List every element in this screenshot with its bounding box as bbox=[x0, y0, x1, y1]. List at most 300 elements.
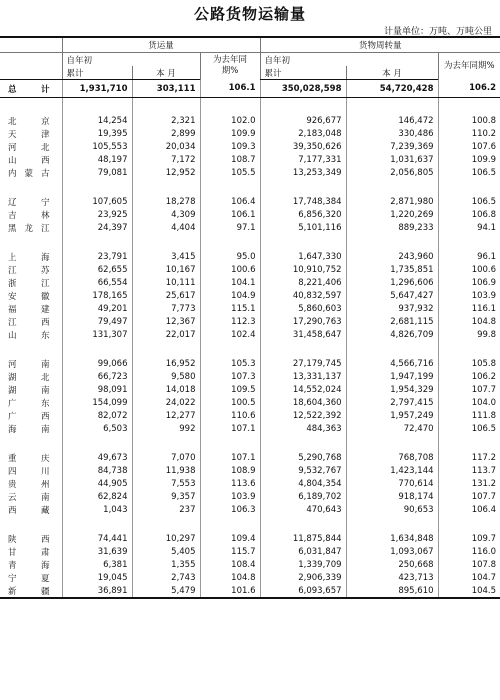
region-name: 海南 bbox=[8, 424, 50, 435]
table-row bbox=[0, 114, 500, 127]
total-turnover-cumulative: 350,028,598 bbox=[260, 80, 346, 98]
turnover-month: 423,713 bbox=[346, 571, 438, 584]
total-volume-month: 303,111 bbox=[132, 80, 200, 98]
region-name: 广西 bbox=[8, 411, 50, 422]
turnover-month: 250,668 bbox=[346, 558, 438, 571]
turnover-month: 1,634,848 bbox=[346, 532, 438, 545]
table-row bbox=[0, 532, 500, 545]
turnover-cumulative: 8,221,406 bbox=[260, 276, 346, 289]
volume-month: 24,022 bbox=[132, 396, 200, 409]
table-row bbox=[0, 302, 500, 315]
region-name: 安徽 bbox=[8, 291, 50, 302]
turnover-month: 937,932 bbox=[346, 302, 438, 315]
volume-cumulative: 84,738 bbox=[62, 464, 132, 477]
turnover-cumulative: 13,253,349 bbox=[260, 166, 346, 179]
header-turnover-cumulative: 累计 bbox=[260, 66, 346, 80]
turnover-yoy: 103.9 bbox=[438, 289, 500, 302]
spacer-cell bbox=[0, 179, 62, 195]
spacer-cell bbox=[200, 435, 260, 451]
total-turnover-yoy: 106.2 bbox=[438, 80, 500, 98]
table-row bbox=[0, 545, 500, 558]
turnover-month: 2,681,115 bbox=[346, 315, 438, 328]
group-spacer bbox=[0, 435, 500, 451]
region-name: 甘肃 bbox=[8, 547, 50, 558]
turnover-month: 1,954,329 bbox=[346, 383, 438, 396]
volume-month: 20,034 bbox=[132, 140, 200, 153]
total-turnover-month: 54,720,428 bbox=[346, 80, 438, 98]
volume-month: 992 bbox=[132, 422, 200, 435]
volume-yoy: 105.3 bbox=[200, 357, 260, 370]
volume-yoy: 110.6 bbox=[200, 409, 260, 422]
volume-month: 7,070 bbox=[132, 451, 200, 464]
volume-cumulative: 24,397 bbox=[62, 221, 132, 234]
spacer-cell bbox=[62, 179, 132, 195]
turnover-yoy: 100.6 bbox=[438, 263, 500, 276]
spacer-cell bbox=[0, 341, 62, 357]
turnover-yoy: 94.1 bbox=[438, 221, 500, 234]
volume-cumulative: 105,553 bbox=[62, 140, 132, 153]
group-spacer bbox=[0, 234, 500, 250]
region-name: 江西 bbox=[8, 317, 50, 328]
spacer-cell bbox=[0, 98, 62, 115]
header-region-blank-3 bbox=[0, 66, 62, 80]
table-row bbox=[0, 451, 500, 464]
turnover-month: 918,174 bbox=[346, 490, 438, 503]
turnover-cumulative: 39,350,626 bbox=[260, 140, 346, 153]
turnover-yoy: 106.4 bbox=[438, 503, 500, 516]
volume-month: 10,167 bbox=[132, 263, 200, 276]
turnover-cumulative: 31,458,647 bbox=[260, 328, 346, 341]
region-name: 辽宁 bbox=[8, 197, 50, 208]
turnover-yoy: 107.7 bbox=[438, 490, 500, 503]
spacer-cell bbox=[0, 435, 62, 451]
volume-yoy: 102.0 bbox=[200, 114, 260, 127]
spacer-cell bbox=[62, 516, 132, 532]
region-name: 浙江 bbox=[8, 278, 50, 289]
region-name: 重庆 bbox=[8, 453, 50, 464]
table-row bbox=[0, 208, 500, 221]
turnover-yoy: 110.2 bbox=[438, 127, 500, 140]
spacer-cell bbox=[438, 341, 500, 357]
volume-cumulative: 49,201 bbox=[62, 302, 132, 315]
volume-cumulative: 98,091 bbox=[62, 383, 132, 396]
turnover-cumulative: 4,804,354 bbox=[260, 477, 346, 490]
turnover-cumulative: 5,290,768 bbox=[260, 451, 346, 464]
turnover-cumulative: 6,031,847 bbox=[260, 545, 346, 558]
turnover-cumulative: 470,643 bbox=[260, 503, 346, 516]
volume-yoy: 108.7 bbox=[200, 153, 260, 166]
volume-cumulative: 44,905 bbox=[62, 477, 132, 490]
total-volume-cumulative: 1,931,710 bbox=[62, 80, 132, 98]
spacer-cell bbox=[260, 341, 346, 357]
region-name: 福建 bbox=[8, 304, 50, 315]
spacer-cell bbox=[132, 516, 200, 532]
turnover-cumulative: 6,189,702 bbox=[260, 490, 346, 503]
turnover-month: 1,947,199 bbox=[346, 370, 438, 383]
region-name: 河南 bbox=[8, 359, 50, 370]
volume-month: 4,404 bbox=[132, 221, 200, 234]
turnover-month: 2,871,980 bbox=[346, 195, 438, 208]
volume-yoy: 102.4 bbox=[200, 328, 260, 341]
volume-cumulative: 49,673 bbox=[62, 451, 132, 464]
table-row bbox=[0, 584, 500, 598]
turnover-cumulative: 11,875,844 bbox=[260, 532, 346, 545]
volume-yoy: 109.3 bbox=[200, 140, 260, 153]
turnover-yoy: 106.5 bbox=[438, 166, 500, 179]
turnover-yoy: 109.9 bbox=[438, 153, 500, 166]
region-name: 山东 bbox=[8, 330, 50, 341]
turnover-month: 1,957,249 bbox=[346, 409, 438, 422]
turnover-cumulative: 6,093,657 bbox=[260, 584, 346, 598]
region-name: 宁夏 bbox=[8, 573, 50, 584]
turnover-month: 1,031,637 bbox=[346, 153, 438, 166]
total-row bbox=[0, 80, 500, 98]
header-volume-since-year-start: 自年初 bbox=[62, 53, 200, 67]
table-row bbox=[0, 409, 500, 422]
volume-cumulative: 48,197 bbox=[62, 153, 132, 166]
table-row bbox=[0, 140, 500, 153]
spacer-cell bbox=[132, 234, 200, 250]
turnover-month: 2,056,805 bbox=[346, 166, 438, 179]
volume-yoy: 107.1 bbox=[200, 451, 260, 464]
turnover-yoy: 106.8 bbox=[438, 208, 500, 221]
turnover-yoy: 106.5 bbox=[438, 422, 500, 435]
spacer-cell bbox=[438, 516, 500, 532]
volume-month: 237 bbox=[132, 503, 200, 516]
volume-yoy: 100.5 bbox=[200, 396, 260, 409]
turnover-yoy: 109.7 bbox=[438, 532, 500, 545]
region-name: 广东 bbox=[8, 398, 50, 409]
freight-table bbox=[0, 36, 500, 599]
turnover-cumulative: 1,339,709 bbox=[260, 558, 346, 571]
volume-month: 1,355 bbox=[132, 558, 200, 571]
group-spacer bbox=[0, 341, 500, 357]
table-row bbox=[0, 127, 500, 140]
turnover-yoy: 104.7 bbox=[438, 571, 500, 584]
table-row bbox=[0, 315, 500, 328]
volume-month: 18,278 bbox=[132, 195, 200, 208]
volume-month: 2,321 bbox=[132, 114, 200, 127]
volume-month: 12,277 bbox=[132, 409, 200, 422]
turnover-month: 5,647,427 bbox=[346, 289, 438, 302]
volume-yoy: 106.3 bbox=[200, 503, 260, 516]
volume-cumulative: 23,925 bbox=[62, 208, 132, 221]
spacer-cell bbox=[346, 435, 438, 451]
volume-cumulative: 82,072 bbox=[62, 409, 132, 422]
table-row bbox=[0, 328, 500, 341]
spacer-cell bbox=[200, 98, 260, 115]
turnover-month: 770,614 bbox=[346, 477, 438, 490]
turnover-cumulative: 10,910,752 bbox=[260, 263, 346, 276]
region-name: 青海 bbox=[8, 560, 50, 571]
region-name: 湖南 bbox=[8, 385, 50, 396]
turnover-month: 7,239,369 bbox=[346, 140, 438, 153]
turnover-yoy: 107.8 bbox=[438, 558, 500, 571]
turnover-yoy: 100.8 bbox=[438, 114, 500, 127]
volume-month: 5,405 bbox=[132, 545, 200, 558]
volume-month: 3,415 bbox=[132, 250, 200, 263]
spacer-cell bbox=[200, 179, 260, 195]
volume-cumulative: 74,441 bbox=[62, 532, 132, 545]
volume-cumulative: 66,723 bbox=[62, 370, 132, 383]
spacer-cell bbox=[260, 516, 346, 532]
volume-cumulative: 178,165 bbox=[62, 289, 132, 302]
volume-yoy: 109.4 bbox=[200, 532, 260, 545]
volume-month: 22,017 bbox=[132, 328, 200, 341]
header-turnover-since-year-start: 自年初 bbox=[260, 53, 438, 67]
turnover-cumulative: 17,748,384 bbox=[260, 195, 346, 208]
region-name: 上海 bbox=[8, 252, 50, 263]
spacer-cell bbox=[346, 341, 438, 357]
turnover-yoy: 104.8 bbox=[438, 315, 500, 328]
header-region-blank bbox=[0, 37, 62, 53]
region-name: 湖北 bbox=[8, 372, 50, 383]
table-row bbox=[0, 153, 500, 166]
turnover-month: 2,797,415 bbox=[346, 396, 438, 409]
volume-month: 2,899 bbox=[132, 127, 200, 140]
spacer-cell bbox=[346, 179, 438, 195]
table-row bbox=[0, 263, 500, 276]
volume-yoy: 95.0 bbox=[200, 250, 260, 263]
turnover-month: 768,708 bbox=[346, 451, 438, 464]
volume-cumulative: 66,554 bbox=[62, 276, 132, 289]
turnover-yoy: 107.7 bbox=[438, 383, 500, 396]
spacer-cell bbox=[132, 98, 200, 115]
turnover-cumulative: 27,179,745 bbox=[260, 357, 346, 370]
turnover-yoy: 106.2 bbox=[438, 370, 500, 383]
volume-yoy: 115.1 bbox=[200, 302, 260, 315]
region-name: 新疆 bbox=[0, 584, 62, 598]
volume-yoy: 115.7 bbox=[200, 545, 260, 558]
volume-yoy: 104.1 bbox=[200, 276, 260, 289]
volume-month: 16,952 bbox=[132, 357, 200, 370]
header-volume-this-month: 本 月 bbox=[132, 66, 200, 80]
spacer-cell bbox=[346, 234, 438, 250]
header-volume-yoy bbox=[200, 53, 260, 80]
table-row bbox=[0, 422, 500, 435]
volume-month: 12,952 bbox=[132, 166, 200, 179]
volume-month: 9,357 bbox=[132, 490, 200, 503]
volume-yoy: 106.4 bbox=[200, 195, 260, 208]
table-row bbox=[0, 490, 500, 503]
volume-month: 11,938 bbox=[132, 464, 200, 477]
table-row bbox=[0, 477, 500, 490]
turnover-month: 1,423,144 bbox=[346, 464, 438, 477]
region-name: 天津 bbox=[8, 129, 50, 140]
spacer-cell bbox=[62, 234, 132, 250]
turnover-cumulative: 2,906,339 bbox=[260, 571, 346, 584]
volume-cumulative: 1,043 bbox=[62, 503, 132, 516]
turnover-yoy: 111.8 bbox=[438, 409, 500, 422]
table-row bbox=[0, 503, 500, 516]
turnover-yoy: 116.1 bbox=[438, 302, 500, 315]
table-row bbox=[0, 166, 500, 179]
turnover-yoy: 106.5 bbox=[438, 195, 500, 208]
table-row bbox=[0, 357, 500, 370]
spacer-cell bbox=[0, 234, 62, 250]
turnover-yoy: 104.0 bbox=[438, 396, 500, 409]
table-body bbox=[0, 80, 500, 599]
turnover-yoy: 104.5 bbox=[438, 584, 500, 598]
table-row bbox=[0, 370, 500, 383]
turnover-month: 1,296,606 bbox=[346, 276, 438, 289]
volume-month: 4,309 bbox=[132, 208, 200, 221]
table-row bbox=[0, 383, 500, 396]
volume-yoy: 112.3 bbox=[200, 315, 260, 328]
spacer-cell bbox=[132, 341, 200, 357]
turnover-cumulative: 18,604,360 bbox=[260, 396, 346, 409]
volume-month: 10,111 bbox=[132, 276, 200, 289]
volume-yoy: 97.1 bbox=[200, 221, 260, 234]
volume-yoy: 100.6 bbox=[200, 263, 260, 276]
turnover-month: 90,653 bbox=[346, 503, 438, 516]
volume-month: 9,580 bbox=[132, 370, 200, 383]
table-row bbox=[0, 464, 500, 477]
volume-yoy: 103.9 bbox=[200, 490, 260, 503]
spacer-cell bbox=[62, 98, 132, 115]
turnover-month: 4,566,716 bbox=[346, 357, 438, 370]
volume-cumulative: 19,045 bbox=[62, 571, 132, 584]
turnover-month: 1,735,851 bbox=[346, 263, 438, 276]
turnover-yoy: 116.0 bbox=[438, 545, 500, 558]
volume-cumulative: 79,081 bbox=[62, 166, 132, 179]
turnover-yoy: 106.9 bbox=[438, 276, 500, 289]
volume-month: 10,297 bbox=[132, 532, 200, 545]
turnover-month: 146,472 bbox=[346, 114, 438, 127]
turnover-cumulative: 17,290,763 bbox=[260, 315, 346, 328]
spacer-cell bbox=[132, 179, 200, 195]
volume-month: 12,367 bbox=[132, 315, 200, 328]
spacer-cell bbox=[200, 516, 260, 532]
unit-note: 计量单位：万吨、万吨公里 bbox=[383, 27, 492, 37]
turnover-month: 243,960 bbox=[346, 250, 438, 263]
volume-cumulative: 6,503 bbox=[62, 422, 132, 435]
volume-cumulative: 14,254 bbox=[62, 114, 132, 127]
header-volume-cumulative: 累计 bbox=[62, 66, 132, 80]
turnover-month: 4,826,709 bbox=[346, 328, 438, 341]
header-volume-yoy-line1: 为去年同 bbox=[213, 55, 248, 66]
spacer-cell bbox=[260, 435, 346, 451]
header-turnover-yoy: 为去年同期% bbox=[438, 53, 500, 80]
volume-month: 7,773 bbox=[132, 302, 200, 315]
volume-month: 2,743 bbox=[132, 571, 200, 584]
volume-cumulative: 107,605 bbox=[62, 195, 132, 208]
group-spacer bbox=[0, 516, 500, 532]
volume-yoy: 109.5 bbox=[200, 383, 260, 396]
volume-yoy: 107.3 bbox=[200, 370, 260, 383]
volume-yoy: 105.5 bbox=[200, 166, 260, 179]
region-name: 北京 bbox=[8, 116, 50, 127]
turnover-cumulative: 1,647,330 bbox=[260, 250, 346, 263]
spacer-cell bbox=[346, 98, 438, 115]
table-row bbox=[0, 289, 500, 302]
volume-cumulative: 154,099 bbox=[62, 396, 132, 409]
page-title: 公路货物运输量 bbox=[193, 5, 306, 23]
volume-yoy: 101.6 bbox=[200, 584, 260, 598]
table-row bbox=[0, 250, 500, 263]
spacer-cell bbox=[260, 234, 346, 250]
turnover-cumulative: 484,363 bbox=[260, 422, 346, 435]
volume-yoy: 108.4 bbox=[200, 558, 260, 571]
spacer-cell bbox=[62, 341, 132, 357]
turnover-cumulative: 13,331,137 bbox=[260, 370, 346, 383]
volume-month: 5,479 bbox=[132, 584, 200, 598]
volume-yoy: 106.1 bbox=[200, 208, 260, 221]
turnover-month: 1,220,269 bbox=[346, 208, 438, 221]
region-name: 贵州 bbox=[8, 479, 50, 490]
volume-month: 14,018 bbox=[132, 383, 200, 396]
turnover-month: 889,233 bbox=[346, 221, 438, 234]
total-label: 总 计 bbox=[0, 80, 62, 98]
turnover-cumulative: 14,552,024 bbox=[260, 383, 346, 396]
turnover-yoy: 117.2 bbox=[438, 451, 500, 464]
volume-cumulative: 62,655 bbox=[62, 263, 132, 276]
group-spacer bbox=[0, 179, 500, 195]
spacer-cell bbox=[438, 435, 500, 451]
volume-cumulative: 19,395 bbox=[62, 127, 132, 140]
header-freight-volume: 货运量 bbox=[62, 37, 260, 53]
spacer-cell bbox=[346, 516, 438, 532]
volume-month: 7,172 bbox=[132, 153, 200, 166]
region-name: 河北 bbox=[8, 142, 50, 153]
table-row bbox=[0, 558, 500, 571]
volume-cumulative: 131,307 bbox=[62, 328, 132, 341]
table-row bbox=[0, 571, 500, 584]
turnover-yoy: 113.7 bbox=[438, 464, 500, 477]
turnover-month: 895,610 bbox=[346, 584, 438, 598]
volume-yoy: 104.9 bbox=[200, 289, 260, 302]
region-name: 西藏 bbox=[8, 505, 50, 516]
header-volume-yoy-line2: 期% bbox=[221, 66, 239, 77]
region-name: 江苏 bbox=[8, 265, 50, 276]
turnover-cumulative: 5,860,603 bbox=[260, 302, 346, 315]
region-name: 陕西 bbox=[8, 534, 50, 545]
volume-yoy: 109.9 bbox=[200, 127, 260, 140]
table-row bbox=[0, 396, 500, 409]
turnover-cumulative: 7,177,331 bbox=[260, 153, 346, 166]
volume-cumulative: 23,791 bbox=[62, 250, 132, 263]
spacer-cell bbox=[438, 234, 500, 250]
volume-cumulative: 31,639 bbox=[62, 545, 132, 558]
table-row bbox=[0, 195, 500, 208]
volume-cumulative: 79,497 bbox=[62, 315, 132, 328]
volume-cumulative: 62,824 bbox=[62, 490, 132, 503]
region-name: 吉林 bbox=[8, 210, 50, 221]
spacer-cell bbox=[438, 179, 500, 195]
header-freight-turnover: 货物周转量 bbox=[260, 37, 500, 53]
volume-month: 25,617 bbox=[132, 289, 200, 302]
region-name: 山西 bbox=[8, 155, 50, 166]
spacer-cell bbox=[260, 179, 346, 195]
spacer-cell bbox=[200, 341, 260, 357]
turnover-yoy: 96.1 bbox=[438, 250, 500, 263]
turnover-month: 72,470 bbox=[346, 422, 438, 435]
volume-yoy: 104.8 bbox=[200, 571, 260, 584]
spacer-cell bbox=[438, 98, 500, 115]
header-turnover-this-month: 本 月 bbox=[346, 66, 438, 80]
spacer-cell bbox=[0, 516, 62, 532]
spacer-cell bbox=[62, 435, 132, 451]
table-row bbox=[0, 276, 500, 289]
turnover-month: 1,093,067 bbox=[346, 545, 438, 558]
turnover-month: 330,486 bbox=[346, 127, 438, 140]
volume-cumulative: 6,381 bbox=[62, 558, 132, 571]
region-name: 云南 bbox=[8, 492, 50, 503]
total-volume-yoy: 106.1 bbox=[200, 80, 260, 98]
volume-yoy: 108.9 bbox=[200, 464, 260, 477]
volume-cumulative: 36,891 bbox=[62, 584, 132, 598]
header-region-blank-2 bbox=[0, 53, 62, 67]
